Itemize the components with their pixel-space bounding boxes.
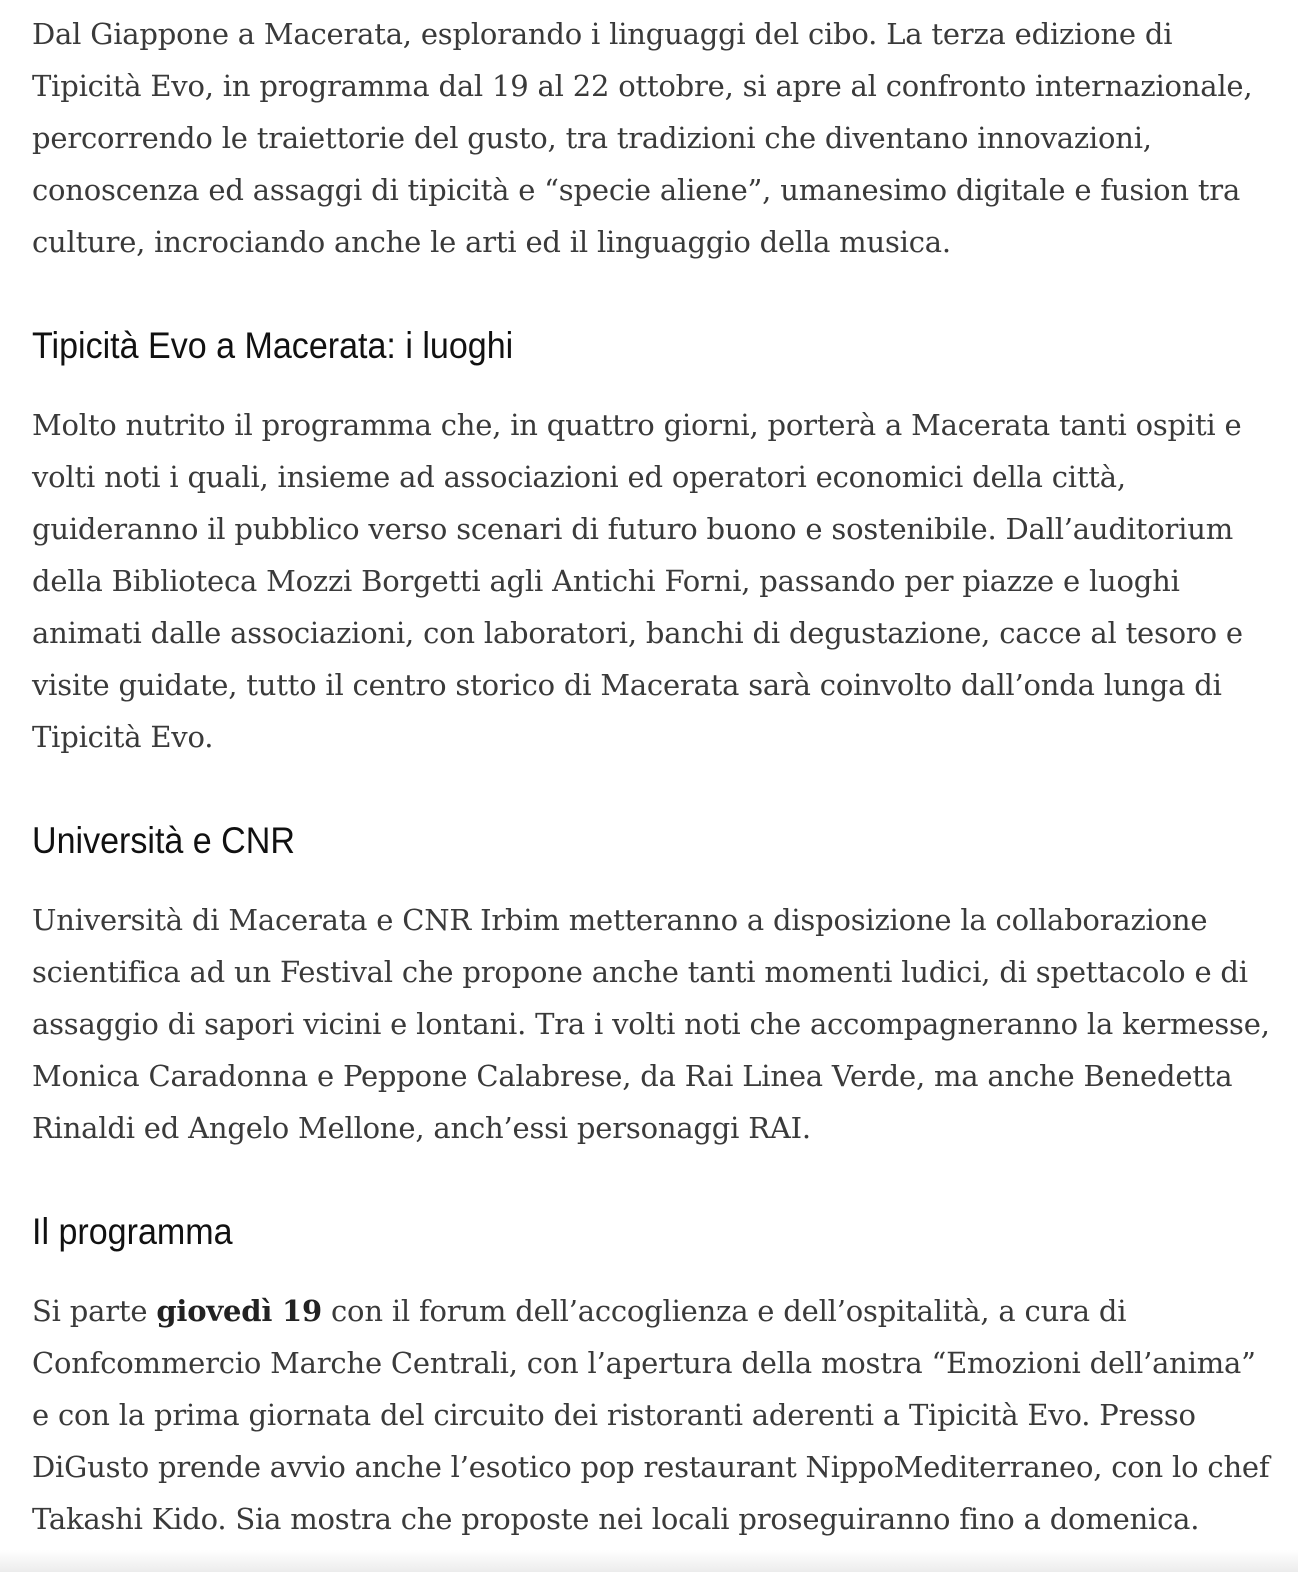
- paragraph-rest-text: con il forum dell’accoglienza e dell’ospitalità, a cura di Confcommercio Marche Centrali, con l’apertura della mostra “Emozioni dell’anima” e con la prima giornata del circuito dei ristoranti aderenti a Tipicità Evo. Presso DiGusto prende avvio anche l’esotico pop restaurant NippoMediterraneo, con lo chef Takashi Kido. Sia mostra che proposte nei locali proseguiranno fino a domenica.: [32, 1294, 1270, 1536]
- article-paragraph-intro: Dal Giappone a Macerata, esplorando i linguaggi del cibo. La terza edizione di Tipicità Evo, in programma dal 19 al 22 ottobre, si apre al confronto internazionale, percorrendo le traiettorie del gusto, tra tradizioni che diventano innovazioni, conoscenza ed assaggi di tipicità e “specie aliene”, umanesimo digitale e fusion tra culture, incrociando anche le arti ed il linguaggio della musica.: [32, 17, 1253, 259]
- paragraph-lead-text: Si parte: [32, 1294, 157, 1328]
- section-heading-programma: Il programma: [32, 1211, 233, 1252]
- section-heading-luoghi: Tipicità Evo a Macerata: i luoghi: [32, 325, 514, 366]
- paragraph-bold-date: giovedì 19: [156, 1294, 322, 1328]
- bottom-fade: [0, 1550, 1298, 1572]
- article-paragraph-universita: Università di Macerata e CNR Irbim metteranno a disposizione la collaborazione scientifica ad un Festival che propone anche tanti momenti ludici, di spettacolo e di assaggio di sapori vicini e lontani. Tra i volti noti che accompagneranno la kermesse, Monica Caradonna e Peppone Calabrese, da Rai Linea Verde, ma anche Benedetta Rinaldi ed Angelo Mellone, anch’essi personaggi RAI.: [32, 903, 1270, 1145]
- section-heading-universita: Università e CNR: [32, 820, 295, 861]
- article-paragraph-luoghi: Molto nutrito il programma che, in quattro giorni, porterà a Macerata tanti ospiti e volti noti i quali, insieme ad associazioni ed operatori economici della città, guideranno il pubblico verso scenari di futuro buono e sostenibile. Dall’auditorium della Biblioteca Mozzi Borgetti agli Antichi Forni, passando per piazze e luoghi animati dalle associazioni, con laboratori, banchi di degustazione, cacce al tesoro e visite guidate, tutto il centro storico di Macerata sarà coinvolto dall’onda lunga di Tipicità Evo.: [32, 408, 1243, 754]
- article-paragraph-programma: [32, 1285, 1272, 1545]
- article-body: [32, 8, 1272, 1545]
